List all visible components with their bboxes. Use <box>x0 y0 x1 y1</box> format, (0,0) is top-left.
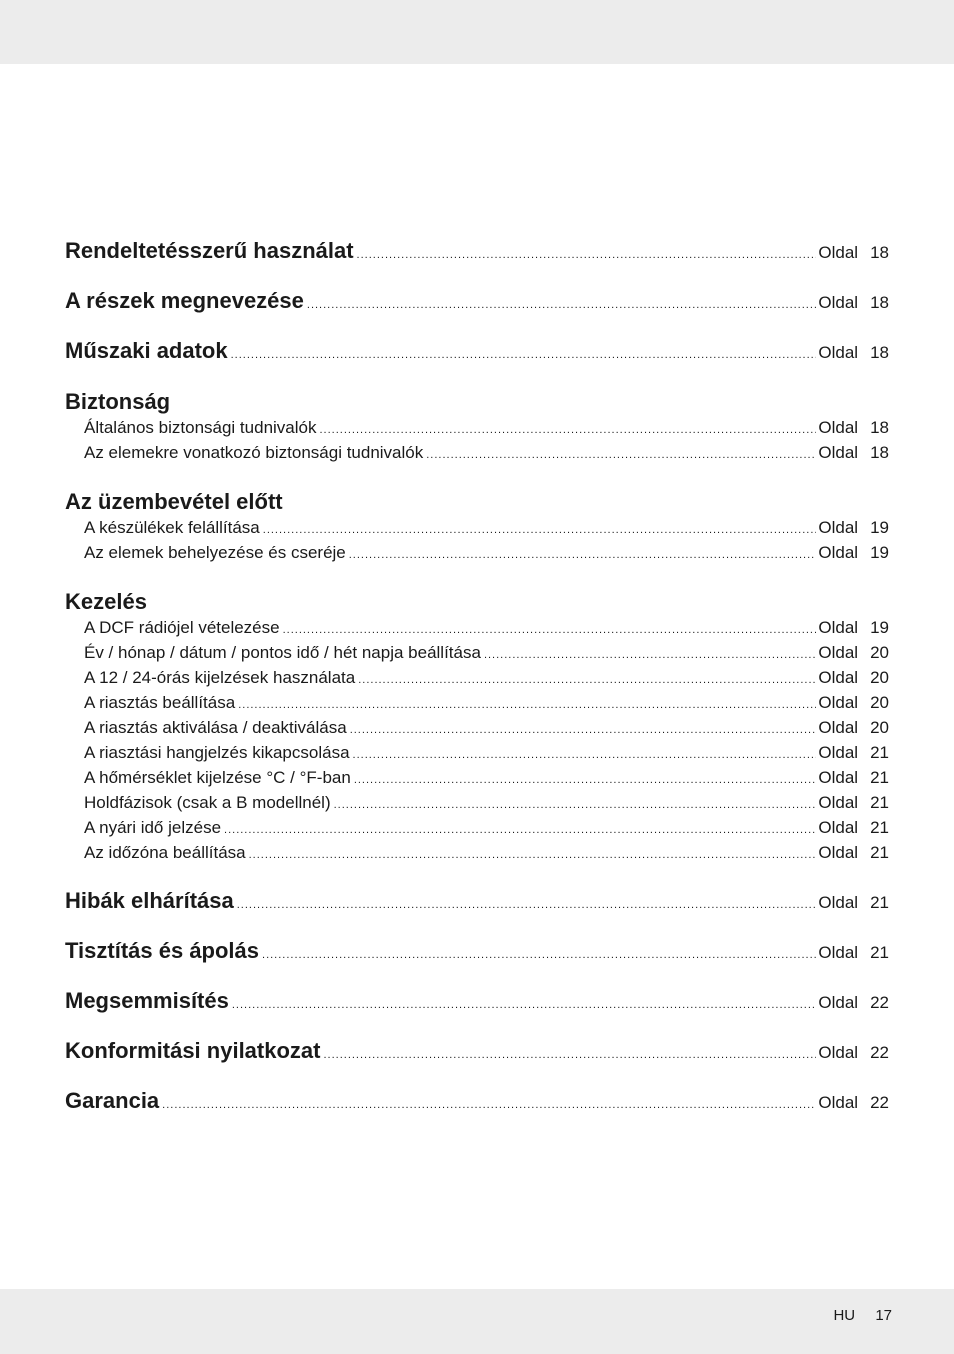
toc-subentry[interactable] <box>84 718 889 738</box>
leader-dots <box>263 524 817 536</box>
toc-entry-page: Oldal 20 <box>818 718 889 737</box>
page-number: 17 <box>875 1307 892 1324</box>
toc-entry-title: Év / hónap / dátum / pontos idő / hét napja beállítása <box>84 643 481 662</box>
toc-entry-page: Oldal 20 <box>818 693 889 712</box>
toc-entry-page: Oldal 21 <box>818 743 889 762</box>
leader-dots <box>334 799 817 811</box>
toc-entry-rendeltetes[interactable] <box>65 238 889 264</box>
toc-entry-title: Az elemekre vonatkozó biztonsági tudnivalók <box>84 443 424 462</box>
toc-subentry[interactable] <box>84 618 889 638</box>
toc-entry-reszek[interactable] <box>65 288 889 314</box>
leader-dots <box>323 1049 816 1061</box>
toc-subentry[interactable] <box>84 743 889 763</box>
toc-entry-title: Megsemmisítés <box>65 988 229 1013</box>
leader-dots <box>232 999 817 1011</box>
toc-entry-title: Konformitási nyilatkozat <box>65 1038 321 1063</box>
toc-subentry[interactable] <box>84 818 889 838</box>
leader-dots <box>484 649 816 661</box>
toc-entry-page: Oldal 20 <box>818 643 889 662</box>
section-heading-uzembevetel: Az üzembevétel előtt <box>65 489 283 514</box>
section-heading-kezeles: Kezelés <box>65 589 147 614</box>
toc-subentry[interactable] <box>84 768 889 788</box>
toc-entry-title: A riasztás aktiválása / deaktiválása <box>84 718 347 737</box>
leader-dots <box>357 249 817 261</box>
leader-dots <box>262 949 816 961</box>
toc-entry-title: Általános biztonsági tudnivalók <box>84 418 317 437</box>
toc-entry-title: A 12 / 24-órás kijelzések használata <box>84 668 356 687</box>
toc-entry-page: Oldal 21 <box>818 818 889 837</box>
toc-entry-title: Garancia <box>65 1088 160 1113</box>
toc-entry-page: Oldal 18 <box>818 418 889 437</box>
toc-entry-page: Oldal 22 <box>818 993 889 1012</box>
leader-dots <box>349 549 817 561</box>
footer-band <box>0 1289 954 1354</box>
toc-entry-page: Oldal 20 <box>818 668 889 687</box>
language-code: HU <box>833 1307 856 1324</box>
toc-entry-title: A hőmérséklet kijelzése °C / °F-ban <box>84 768 351 787</box>
toc-subentry[interactable] <box>84 643 889 663</box>
toc-entry-page: Oldal 22 <box>818 1043 889 1062</box>
toc-entry-title: A készülékek felállítása <box>84 518 260 537</box>
toc-entry-page: Oldal 18 <box>818 343 889 362</box>
toc-entry-megsemmisites[interactable] <box>65 988 889 1014</box>
toc-entry-title: Az időzóna beállítása <box>84 843 246 862</box>
toc-entry-title: Holdfázisok (csak a B modellnél) <box>84 793 331 812</box>
leader-dots <box>358 674 816 686</box>
toc-subentry[interactable] <box>84 518 889 538</box>
toc-entry-page: Oldal 18 <box>818 243 889 262</box>
toc-entry-title: Az elemek behelyezése és cseréje <box>84 543 346 562</box>
toc-subentry[interactable] <box>84 793 889 813</box>
toc-entry-title: Rendeltetésszerű használat <box>65 238 354 263</box>
toc-entry-page: Oldal 21 <box>818 893 889 912</box>
toc-subentry[interactable] <box>84 843 889 863</box>
toc-entry-title: Műszaki adatok <box>65 338 228 363</box>
leader-dots <box>319 424 816 436</box>
toc-subentry[interactable] <box>84 668 889 688</box>
toc-subentry[interactable] <box>84 693 889 713</box>
toc-entry-page: Oldal 21 <box>818 793 889 812</box>
toc-entry-title: A részek megnevezése <box>65 288 304 313</box>
toc-entry-muszaki[interactable] <box>65 338 889 364</box>
toc-entry-page: Oldal 21 <box>818 768 889 787</box>
toc-entry-garancia[interactable] <box>65 1088 889 1114</box>
toc-entry-title: Hibák elhárítása <box>65 888 234 913</box>
toc-entry-page: Oldal 21 <box>818 843 889 862</box>
leader-dots <box>350 724 817 736</box>
toc-entry-page: Oldal 18 <box>818 443 889 462</box>
toc-entry-page: Oldal 22 <box>818 1093 889 1112</box>
leader-dots <box>426 449 816 461</box>
toc-entry-konformitasi[interactable] <box>65 1038 889 1064</box>
leader-dots <box>249 849 817 861</box>
page-footer <box>833 1307 892 1324</box>
leader-dots <box>237 899 817 911</box>
leader-dots <box>283 624 817 636</box>
toc-entry-title: A DCF rádiójel vételezése <box>84 618 280 637</box>
leader-dots <box>162 1099 816 1111</box>
leader-dots <box>354 774 817 786</box>
leader-dots <box>238 699 816 711</box>
toc-subentry[interactable] <box>84 443 889 463</box>
toc-entry-hibak[interactable] <box>65 888 889 914</box>
leader-dots <box>224 824 816 836</box>
toc-entry-title: Tisztítás és ápolás <box>65 938 260 963</box>
toc-subentry[interactable] <box>84 543 889 563</box>
leader-dots <box>231 349 817 361</box>
toc-entry-title: A nyári idő jelzése <box>84 818 222 837</box>
section-heading-biztonsag: Biztonság <box>65 389 171 414</box>
toc-entry-page: Oldal 19 <box>818 543 889 562</box>
toc-entry-title: A riasztási hangjelzés kikapcsolása <box>84 743 350 762</box>
leader-dots <box>307 299 817 311</box>
toc-entry-page: Oldal 19 <box>818 518 889 537</box>
leader-dots <box>353 749 817 761</box>
toc-subentry[interactable] <box>84 418 889 438</box>
toc-entry-page: Oldal 18 <box>818 293 889 312</box>
header-band <box>0 0 954 64</box>
toc-entry-title: A riasztás beállítása <box>84 693 236 712</box>
toc-entry-page: Oldal 19 <box>818 618 889 637</box>
toc-entry-page: Oldal 21 <box>818 943 889 962</box>
toc-entry-tisztitas[interactable] <box>65 938 889 964</box>
